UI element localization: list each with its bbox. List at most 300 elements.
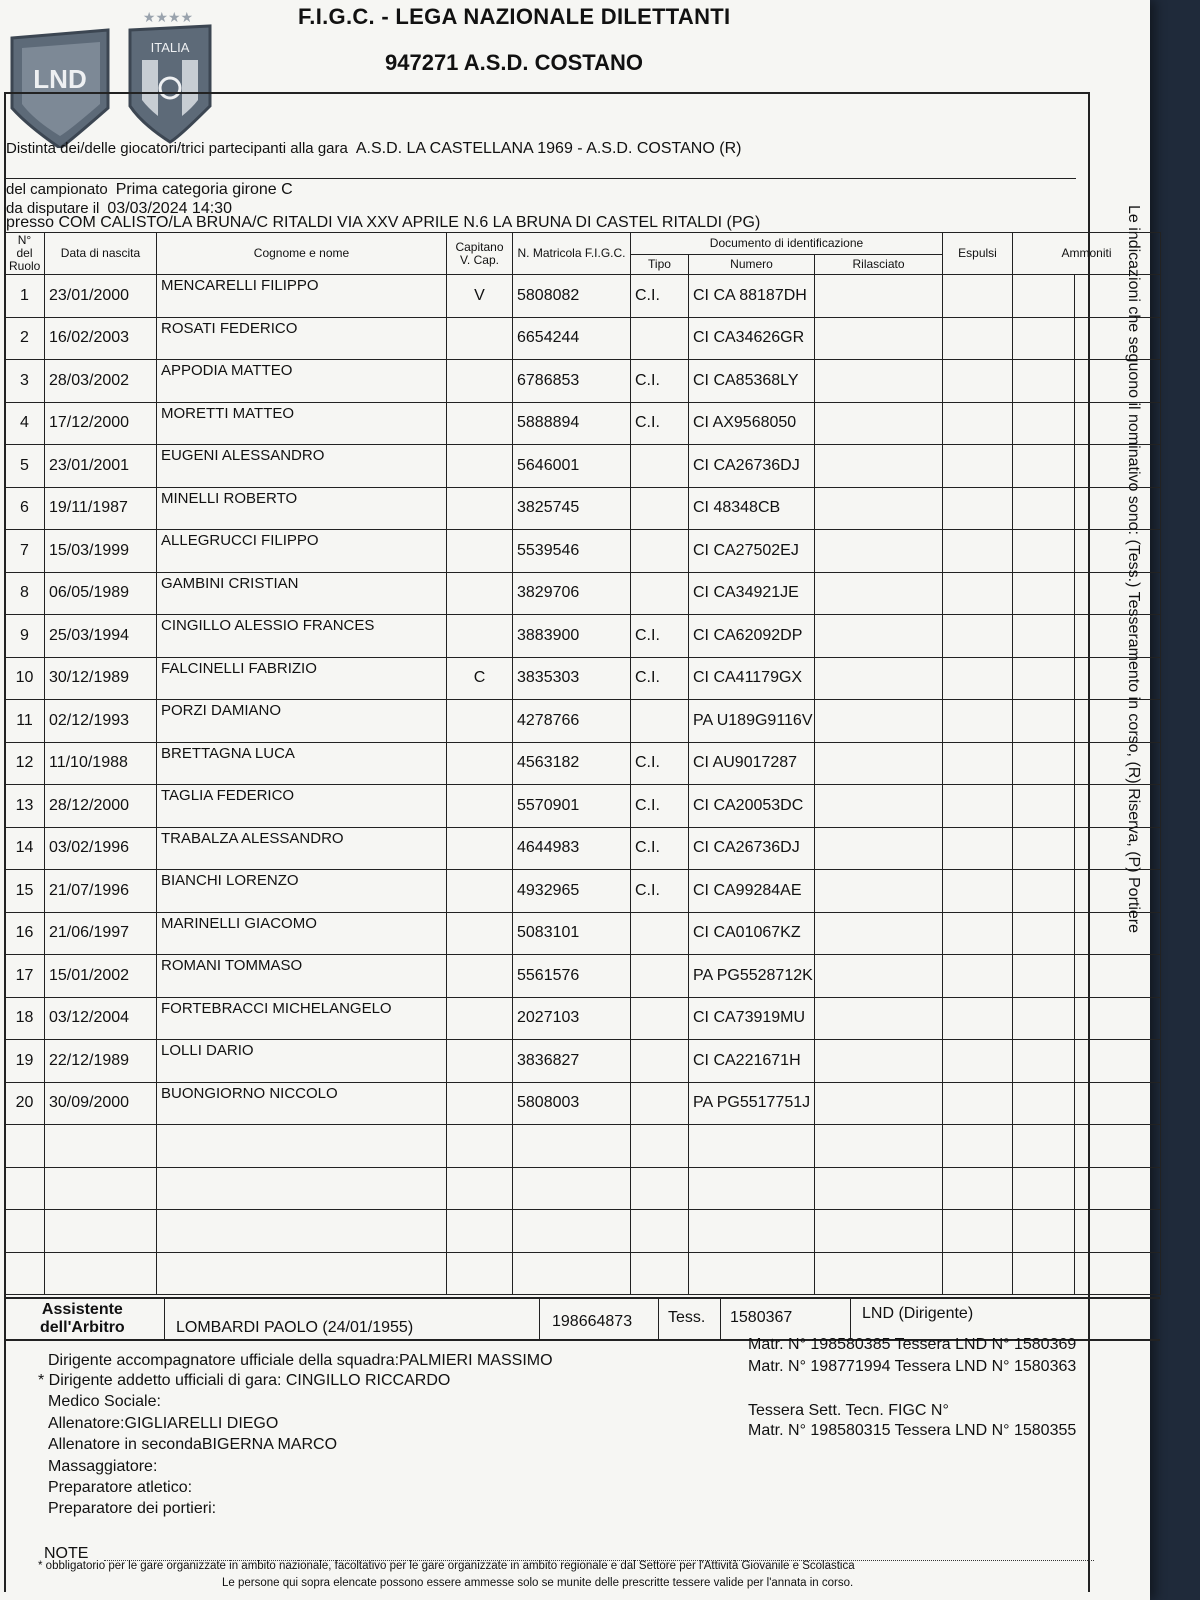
table-row bbox=[5, 955, 1161, 998]
player-extra bbox=[1075, 785, 1161, 828]
player-doc-type: C.I. bbox=[631, 402, 689, 445]
assistant-name: LOMBARDI PAOLO (24/01/1955) bbox=[176, 1319, 414, 1336]
side-note: Le indicazioni che seguono il nominativo sono: (Tess.) Tesseramento in corso, (R) Riserva, (P) Portiere bbox=[1125, 205, 1142, 934]
player-extra bbox=[1075, 572, 1161, 615]
assistant-tess-label: Tess. bbox=[668, 1309, 706, 1326]
player-doc-number: CI CA99284AE bbox=[689, 870, 815, 913]
player-expelled bbox=[943, 572, 1013, 615]
col-matricola: N. Matricola F.I.G.C. bbox=[513, 233, 631, 275]
player-doc-issued bbox=[815, 1125, 943, 1168]
player-extra bbox=[1075, 870, 1161, 913]
player-birthdate: 15/01/2002 bbox=[45, 955, 157, 998]
player-captain bbox=[447, 955, 513, 998]
player-name: MINELLI ROBERTO bbox=[157, 487, 447, 530]
player-extra bbox=[1075, 742, 1161, 785]
col-doc-number: Numero bbox=[689, 255, 815, 275]
player-doc-type: C.I. bbox=[631, 615, 689, 658]
player-captain bbox=[447, 1082, 513, 1125]
player-birthdate bbox=[45, 1167, 157, 1210]
staff-addetto: * Dirigente addetto ufficiali di gara: CINGILLO RICCARDO bbox=[38, 1372, 451, 1389]
player-captain bbox=[447, 785, 513, 828]
staff-allenatore: Allenatore:GIGLIARELLI DIEGO bbox=[48, 1415, 279, 1432]
player-extra bbox=[1075, 912, 1161, 955]
player-matricola: 2027103 bbox=[513, 997, 631, 1040]
player-birthdate: 02/12/1993 bbox=[45, 700, 157, 743]
player-warned bbox=[1013, 1082, 1075, 1125]
player-warned bbox=[1013, 870, 1075, 913]
player-doc-issued bbox=[815, 275, 943, 318]
player-expelled bbox=[943, 742, 1013, 785]
player-expelled bbox=[943, 402, 1013, 445]
player-matricola: 4563182 bbox=[513, 742, 631, 785]
player-warned bbox=[1013, 1167, 1075, 1210]
table-row bbox=[5, 360, 1161, 403]
table-row bbox=[5, 1125, 1161, 1168]
staff-prep-atletico: Preparatore atletico: bbox=[48, 1479, 193, 1496]
col-doc-group: Documento di identificazione bbox=[631, 233, 943, 255]
col-num: N° del Ruolo bbox=[5, 233, 45, 275]
player-doc-type bbox=[631, 997, 689, 1040]
player-doc-issued bbox=[815, 1040, 943, 1083]
player-doc-type bbox=[631, 445, 689, 488]
player-doc-issued bbox=[815, 912, 943, 955]
player-doc-issued bbox=[815, 487, 943, 530]
player-name: APPODIA MATTEO bbox=[157, 360, 447, 403]
player-warned bbox=[1013, 615, 1075, 658]
championship-line: del campionato Prima categoria girone C bbox=[6, 178, 1076, 199]
player-doc-issued bbox=[815, 870, 943, 913]
player-expelled bbox=[943, 912, 1013, 955]
championship: Prima categoria girone C bbox=[115, 181, 293, 198]
svg-text:LND: LND bbox=[33, 64, 87, 94]
player-captain bbox=[447, 700, 513, 743]
player-extra bbox=[1075, 317, 1161, 360]
player-matricola: 5570901 bbox=[513, 785, 631, 828]
player-doc-issued bbox=[815, 530, 943, 573]
player-doc-number bbox=[689, 1167, 815, 1210]
player-number: 3 bbox=[5, 360, 45, 403]
player-warned bbox=[1013, 317, 1075, 360]
player-doc-type: C.I. bbox=[631, 742, 689, 785]
player-extra bbox=[1075, 700, 1161, 743]
player-expelled bbox=[943, 360, 1013, 403]
table-row bbox=[5, 572, 1161, 615]
footer-line-2: Le persone qui sopra elencate possono essere ammesse solo se munite delle prescritte tessere valide per l'annata in corso. bbox=[222, 1577, 854, 1589]
player-number: 12 bbox=[5, 742, 45, 785]
player-captain bbox=[447, 572, 513, 615]
staff-accompagnatore: Dirigente accompagnatore ufficiale della squadra:PALMIERI MASSIMO bbox=[48, 1352, 553, 1369]
player-birthdate: 21/06/1997 bbox=[45, 912, 157, 955]
player-captain bbox=[447, 912, 513, 955]
player-matricola: 5083101 bbox=[513, 912, 631, 955]
player-birthdate: 30/09/2000 bbox=[45, 1082, 157, 1125]
player-doc-issued bbox=[815, 615, 943, 658]
player-doc-issued bbox=[815, 997, 943, 1040]
player-matricola: 4278766 bbox=[513, 700, 631, 743]
player-name: FORTEBRACCI MICHELANGELO bbox=[157, 997, 447, 1040]
player-name bbox=[157, 1167, 447, 1210]
table-row bbox=[5, 1167, 1161, 1210]
assistant-matricola: 198664873 bbox=[552, 1313, 633, 1330]
player-doc-type: C.I. bbox=[631, 360, 689, 403]
player-doc-type bbox=[631, 487, 689, 530]
staff-allenatore-seconda: Allenatore in secondaBIGERNA MARCO bbox=[48, 1436, 338, 1453]
staff-right-2: Matr. N° 198771994 Tessera LND N° 1580363 bbox=[748, 1358, 1077, 1375]
date-line: da disputare il 03/03/2024 14:30 bbox=[6, 200, 232, 217]
player-number: 10 bbox=[5, 657, 45, 700]
player-number: 11 bbox=[5, 700, 45, 743]
player-doc-issued bbox=[815, 360, 943, 403]
player-doc-type bbox=[631, 912, 689, 955]
col-expelled: Espulsi bbox=[943, 233, 1013, 275]
player-captain bbox=[447, 1167, 513, 1210]
footer-line-1: * obbligatorio per le gare organizzate in ambito nazionale, facoltativo per le gare organizzate in ambito regionale e dal Settore per l'Attività Giovanile e Scolastica bbox=[38, 1560, 855, 1572]
player-doc-type bbox=[631, 955, 689, 998]
player-doc-number: CI CA41179GX bbox=[689, 657, 815, 700]
player-matricola: 4932965 bbox=[513, 870, 631, 913]
player-name: MENCARELLI FILIPPO bbox=[157, 275, 447, 318]
player-extra bbox=[1075, 1210, 1161, 1253]
player-extra bbox=[1075, 997, 1161, 1040]
player-expelled bbox=[943, 317, 1013, 360]
player-number: 13 bbox=[5, 785, 45, 828]
player-doc-issued bbox=[815, 1082, 943, 1125]
staff-massaggiatore: Massaggiatore: bbox=[48, 1458, 158, 1475]
staff-medico: Medico Sociale: bbox=[48, 1393, 161, 1410]
player-warned bbox=[1013, 275, 1075, 318]
player-warned bbox=[1013, 530, 1075, 573]
assistant-referee-row bbox=[4, 1297, 1160, 1341]
player-birthdate bbox=[45, 1252, 157, 1295]
player-extra bbox=[1075, 1125, 1161, 1168]
player-matricola: 4644983 bbox=[513, 827, 631, 870]
table-row bbox=[5, 870, 1161, 913]
player-captain bbox=[447, 1040, 513, 1083]
player-warned bbox=[1013, 742, 1075, 785]
player-captain bbox=[447, 1210, 513, 1253]
player-name bbox=[157, 1210, 447, 1253]
player-name: LOLLI DARIO bbox=[157, 1040, 447, 1083]
player-doc-number: CI CA85368LY bbox=[689, 360, 815, 403]
table-row bbox=[5, 445, 1161, 488]
player-birthdate: 23/01/2001 bbox=[45, 445, 157, 488]
player-birthdate: 21/07/1996 bbox=[45, 870, 157, 913]
player-birthdate: 23/01/2000 bbox=[45, 275, 157, 318]
player-expelled bbox=[943, 955, 1013, 998]
player-captain bbox=[447, 317, 513, 360]
player-expelled bbox=[943, 445, 1013, 488]
table-row bbox=[5, 1082, 1161, 1125]
player-matricola bbox=[513, 1210, 631, 1253]
player-doc-number: PA PG5528712K bbox=[689, 955, 815, 998]
player-warned bbox=[1013, 1040, 1075, 1083]
player-captain bbox=[447, 530, 513, 573]
player-extra bbox=[1075, 402, 1161, 445]
player-extra bbox=[1075, 275, 1161, 318]
player-doc-type bbox=[631, 572, 689, 615]
player-expelled bbox=[943, 785, 1013, 828]
player-extra bbox=[1075, 530, 1161, 573]
player-number: 16 bbox=[5, 912, 45, 955]
staff-right-1: Matr. N° 198580385 Tessera LND N° 1580369 bbox=[748, 1336, 1077, 1353]
player-captain: C bbox=[447, 657, 513, 700]
player-doc-type: C.I. bbox=[631, 657, 689, 700]
player-warned bbox=[1013, 1125, 1075, 1168]
player-expelled bbox=[943, 827, 1013, 870]
table-row bbox=[5, 742, 1161, 785]
player-doc-number: PA U189G9116V bbox=[689, 700, 815, 743]
player-matricola: 3835303 bbox=[513, 657, 631, 700]
player-number: 18 bbox=[5, 997, 45, 1040]
player-doc-issued bbox=[815, 955, 943, 998]
player-captain bbox=[447, 870, 513, 913]
col-birth: Data di nascita bbox=[45, 233, 157, 275]
player-captain: V bbox=[447, 275, 513, 318]
table-row bbox=[5, 657, 1161, 700]
player-warned bbox=[1013, 445, 1075, 488]
player-warned bbox=[1013, 657, 1075, 700]
players-table bbox=[4, 232, 1161, 1295]
player-name: FALCINELLI FABRIZIO bbox=[157, 657, 447, 700]
player-matricola bbox=[513, 1167, 631, 1210]
player-name: EUGENI ALESSANDRO bbox=[157, 445, 447, 488]
player-matricola: 5539546 bbox=[513, 530, 631, 573]
table-row bbox=[5, 530, 1161, 573]
player-doc-type bbox=[631, 1167, 689, 1210]
col-doc-type: Tipo bbox=[631, 255, 689, 275]
assistant-label: Assistente dell'Arbitro bbox=[40, 1301, 125, 1336]
player-matricola: 5646001 bbox=[513, 445, 631, 488]
player-captain bbox=[447, 487, 513, 530]
match-datetime: 03/03/2024 14:30 bbox=[107, 200, 232, 217]
player-number: 9 bbox=[5, 615, 45, 658]
player-doc-number: CI CA34626GR bbox=[689, 317, 815, 360]
player-birthdate: 16/02/2003 bbox=[45, 317, 157, 360]
player-captain bbox=[447, 1125, 513, 1168]
player-number: 7 bbox=[5, 530, 45, 573]
player-matricola: 3825745 bbox=[513, 487, 631, 530]
player-extra bbox=[1075, 827, 1161, 870]
player-name: GAMBINI CRISTIAN bbox=[157, 572, 447, 615]
player-captain bbox=[447, 742, 513, 785]
player-number: 20 bbox=[5, 1082, 45, 1125]
player-birthdate: 06/05/1989 bbox=[45, 572, 157, 615]
player-name: MORETTI MATTEO bbox=[157, 402, 447, 445]
col-captain: Capitano V. Cap. bbox=[447, 233, 513, 275]
player-birthdate: 15/03/1999 bbox=[45, 530, 157, 573]
table-row bbox=[5, 317, 1161, 360]
player-matricola: 6786853 bbox=[513, 360, 631, 403]
player-birthdate: 19/11/1987 bbox=[45, 487, 157, 530]
player-captain bbox=[447, 997, 513, 1040]
player-expelled bbox=[943, 275, 1013, 318]
player-doc-number: CI CA62092DP bbox=[689, 615, 815, 658]
player-doc-issued bbox=[815, 1252, 943, 1295]
player-birthdate: 25/03/1994 bbox=[45, 615, 157, 658]
player-warned bbox=[1013, 785, 1075, 828]
col-doc-issued: Rilasciato bbox=[815, 255, 943, 275]
staff-prep-portieri: Preparatore dei portieri: bbox=[48, 1500, 217, 1517]
player-doc-number: CI CA20053DC bbox=[689, 785, 815, 828]
player-name bbox=[157, 1252, 447, 1295]
staff-right-4: Matr. N° 198580315 Tessera LND N° 1580355 bbox=[748, 1422, 1077, 1439]
player-name: BIANCHI LORENZO bbox=[157, 870, 447, 913]
note-label: NOTE bbox=[44, 1545, 89, 1562]
player-number: 17 bbox=[5, 955, 45, 998]
table-row bbox=[5, 827, 1161, 870]
player-doc-number bbox=[689, 1210, 815, 1253]
player-doc-number bbox=[689, 1252, 815, 1295]
player-warned bbox=[1013, 827, 1075, 870]
player-doc-issued bbox=[815, 700, 943, 743]
player-captain bbox=[447, 402, 513, 445]
player-expelled bbox=[943, 1125, 1013, 1168]
player-name bbox=[157, 1125, 447, 1168]
player-matricola bbox=[513, 1252, 631, 1295]
col-warned: Ammoniti bbox=[1013, 233, 1161, 275]
player-name: CINGILLO ALESSIO FRANCES bbox=[157, 615, 447, 658]
player-matricola: 5808082 bbox=[513, 275, 631, 318]
svg-text:ITALIA: ITALIA bbox=[150, 40, 190, 55]
player-expelled bbox=[943, 1210, 1013, 1253]
player-warned bbox=[1013, 572, 1075, 615]
player-name: MARINELLI GIACOMO bbox=[157, 912, 447, 955]
player-extra bbox=[1075, 1040, 1161, 1083]
player-doc-type: C.I. bbox=[631, 275, 689, 318]
player-matricola: 6654244 bbox=[513, 317, 631, 360]
table-row bbox=[5, 275, 1161, 318]
player-expelled bbox=[943, 997, 1013, 1040]
player-expelled bbox=[943, 487, 1013, 530]
player-extra bbox=[1075, 1252, 1161, 1295]
player-doc-type: C.I. bbox=[631, 870, 689, 913]
player-name: ROMANI TOMMASO bbox=[157, 955, 447, 998]
player-number: 14 bbox=[5, 827, 45, 870]
player-doc-type bbox=[631, 1082, 689, 1125]
player-name: PORZI DAMIANO bbox=[157, 700, 447, 743]
player-name: BRETTAGNA LUCA bbox=[157, 742, 447, 785]
player-number: 19 bbox=[5, 1040, 45, 1083]
player-birthdate: 28/12/2000 bbox=[45, 785, 157, 828]
table-row bbox=[5, 615, 1161, 658]
player-number: 1 bbox=[5, 275, 45, 318]
player-number: 8 bbox=[5, 572, 45, 615]
player-birthdate: 22/12/1989 bbox=[45, 1040, 157, 1083]
player-number: 2 bbox=[5, 317, 45, 360]
player-birthdate: 17/12/2000 bbox=[45, 402, 157, 445]
player-birthdate: 11/10/1988 bbox=[45, 742, 157, 785]
player-doc-issued bbox=[815, 1210, 943, 1253]
player-expelled bbox=[943, 1252, 1013, 1295]
match-teams-line: Distinta dei/delle giocatori/trici partecipanti alla gara A.S.D. LA CASTELLANA 1969 - A.S.D. COSTANO (R) bbox=[6, 140, 742, 157]
player-doc-number: CI CA27502EJ bbox=[689, 530, 815, 573]
player-warned bbox=[1013, 700, 1075, 743]
player-doc-number: CI CA221671H bbox=[689, 1040, 815, 1083]
venue: presso COM CALISTO/LA BRUNA/C RITALDI VIA XXV APRILE N.6 LA BRUNA DI CASTEL RITALDI (PG) bbox=[6, 214, 761, 231]
player-extra bbox=[1075, 615, 1161, 658]
assistant-role: LND (Dirigente) bbox=[862, 1305, 974, 1322]
match-teams: A.S.D. LA CASTELLANA 1969 - A.S.D. COSTANO (R) bbox=[355, 140, 742, 157]
player-doc-type bbox=[631, 700, 689, 743]
player-number: 6 bbox=[5, 487, 45, 530]
player-doc-number: CI CA34921JE bbox=[689, 572, 815, 615]
player-doc-type bbox=[631, 1210, 689, 1253]
player-doc-type bbox=[631, 1252, 689, 1295]
player-warned bbox=[1013, 360, 1075, 403]
player-expelled bbox=[943, 1040, 1013, 1083]
player-number: 4 bbox=[5, 402, 45, 445]
player-doc-number: CI AU9017287 bbox=[689, 742, 815, 785]
player-birthdate bbox=[45, 1125, 157, 1168]
player-warned bbox=[1013, 1252, 1075, 1295]
player-matricola: 5561576 bbox=[513, 955, 631, 998]
player-doc-number: CI CA26736DJ bbox=[689, 445, 815, 488]
player-name: ALLEGRUCCI FILIPPO bbox=[157, 530, 447, 573]
player-expelled bbox=[943, 657, 1013, 700]
player-captain bbox=[447, 360, 513, 403]
player-doc-issued bbox=[815, 402, 943, 445]
player-doc-issued bbox=[815, 827, 943, 870]
player-doc-type bbox=[631, 1125, 689, 1168]
player-extra bbox=[1075, 445, 1161, 488]
player-doc-number bbox=[689, 1125, 815, 1168]
player-name: BUONGIORNO NICCOLO bbox=[157, 1082, 447, 1125]
player-doc-type bbox=[631, 1040, 689, 1083]
player-number bbox=[5, 1167, 45, 1210]
player-matricola: 3883900 bbox=[513, 615, 631, 658]
player-warned bbox=[1013, 487, 1075, 530]
player-doc-issued bbox=[815, 1167, 943, 1210]
table-row bbox=[5, 402, 1161, 445]
document-title: F.I.G.C. - LEGA NAZIONALE DILETTANTI bbox=[298, 4, 731, 29]
player-expelled bbox=[943, 870, 1013, 913]
table-row bbox=[5, 700, 1161, 743]
player-extra bbox=[1075, 360, 1161, 403]
player-number bbox=[5, 1210, 45, 1253]
table-row bbox=[5, 785, 1161, 828]
player-extra bbox=[1075, 657, 1161, 700]
player-expelled bbox=[943, 1167, 1013, 1210]
svg-text:★★★★: ★★★★ bbox=[142, 9, 194, 25]
player-name: TRABALZA ALESSANDRO bbox=[157, 827, 447, 870]
player-birthdate: 28/03/2002 bbox=[45, 360, 157, 403]
table-row bbox=[5, 997, 1161, 1040]
player-expelled bbox=[943, 1082, 1013, 1125]
col-name: Cognome e nome bbox=[157, 233, 447, 275]
player-doc-number: CI CA73919MU bbox=[689, 997, 815, 1040]
player-expelled bbox=[943, 700, 1013, 743]
player-captain bbox=[447, 827, 513, 870]
staff-right-3: Tessera Sett. Tecn. FIGC N° bbox=[748, 1402, 949, 1419]
player-doc-issued bbox=[815, 785, 943, 828]
player-doc-number: CI CA01067KZ bbox=[689, 912, 815, 955]
player-captain bbox=[447, 615, 513, 658]
player-doc-number: CI CA 88187DH bbox=[689, 275, 815, 318]
assistant-tess-number: 1580367 bbox=[730, 1309, 793, 1326]
player-name: ROSATI FEDERICO bbox=[157, 317, 447, 360]
player-birthdate: 03/02/1996 bbox=[45, 827, 157, 870]
table-row bbox=[5, 1210, 1161, 1253]
player-doc-type: C.I. bbox=[631, 827, 689, 870]
player-doc-type: C.I. bbox=[631, 785, 689, 828]
player-number bbox=[5, 1252, 45, 1295]
player-number: 15 bbox=[5, 870, 45, 913]
player-doc-issued bbox=[815, 657, 943, 700]
player-name: TAGLIA FEDERICO bbox=[157, 785, 447, 828]
player-matricola bbox=[513, 1125, 631, 1168]
player-captain bbox=[447, 445, 513, 488]
player-doc-number: PA PG5517751J bbox=[689, 1082, 815, 1125]
